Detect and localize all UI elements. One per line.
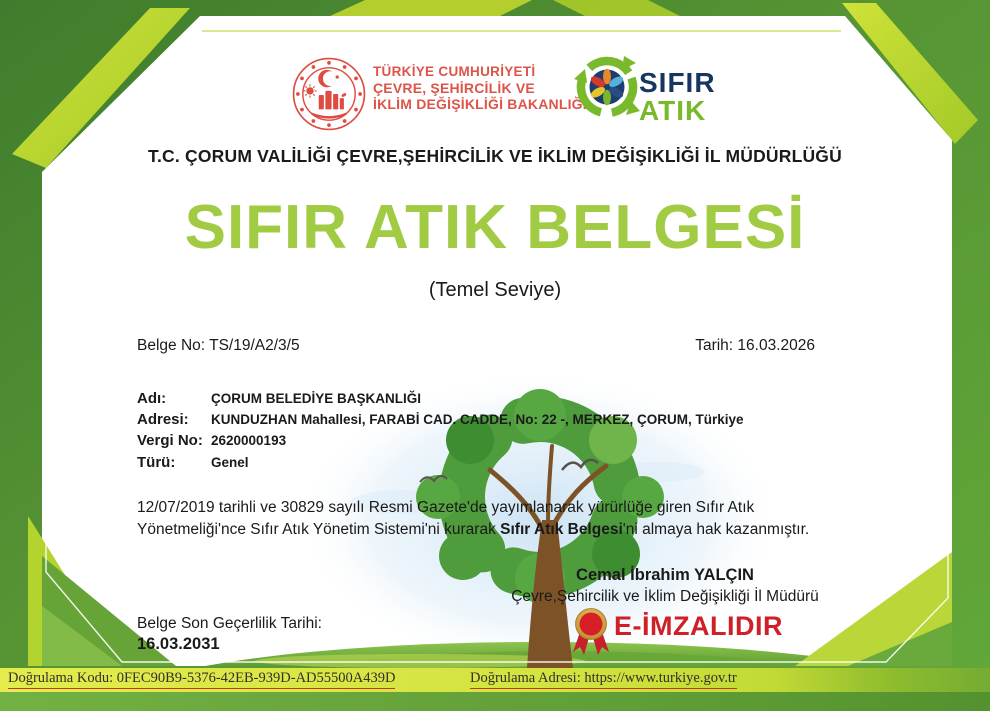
medal-icon	[569, 605, 613, 657]
logo-word-sifir: SIFIR	[639, 67, 716, 98]
statement-line1: 12/07/2019 tarihli ve 30829 sayılı Resmi Gazete'de yayımlanarak yürürlüğe giren Sıfır Atık	[137, 499, 755, 516]
logo-word-atik: ATIK	[639, 95, 707, 126]
certificate-level: (Temel Seviye)	[428, 279, 562, 301]
verification-bar	[0, 668, 990, 692]
verification-code-label: Doğrulama Kodu:	[8, 670, 114, 686]
e-signature-stamp: E-İMZALIDIR	[614, 611, 783, 641]
belge-no-label: Belge No:	[137, 337, 206, 354]
statement-line2-pre: Yönetmeliği'nce Sıfır Atık Yönetim Sistemi'ni kurarak	[137, 520, 501, 538]
verification-code	[8, 670, 395, 689]
detail-value: 2620000193	[211, 433, 287, 449]
signatory-role: Çevre,Şehircilik ve İklim Değişikliği İl Müdürü	[511, 588, 819, 605]
certificate-statement	[137, 497, 907, 540]
statement-line2-bold: Sıfır Atık Belgesi	[500, 520, 623, 538]
statement-line2	[137, 519, 907, 541]
authority-title: T.C. ÇORUM VALİLİĞİ ÇEVRE,ŞEHİRCİLİK VE İKLİM DEĞİŞİKLİĞİ İL MÜDÜRLÜĞÜ	[148, 146, 842, 166]
tarih	[695, 337, 815, 355]
tarih-label: Tarih:	[695, 337, 734, 354]
ministry-line3: İKLİM DEĞİŞİKLİĞİ BAKANLIĞI	[373, 96, 587, 112]
signatory-name: Cemal İbrahim YALÇIN	[576, 566, 754, 584]
detail-row-address	[137, 409, 744, 430]
verification-code-value: 0FEC90B9-5376-42EB-939D-AD55500A439D	[116, 670, 396, 686]
detail-value: ÇORUM BELEDİYE BAŞKANLIĞI	[211, 391, 422, 406]
ministry-emblem-icon	[291, 56, 367, 132]
detail-value: KUNDUZHAN Mahallesi, FARABİ CAD. CADDE, No: 22 -, MERKEZ, ÇORUM, Türkiye	[211, 412, 744, 428]
verification-address-label: Doğrulama Adresi:	[470, 670, 581, 686]
detail-value: Genel	[211, 454, 249, 470]
validity-date: 16.03.2031	[137, 635, 220, 653]
detail-label: Vergi No:	[137, 432, 203, 450]
validity-block	[137, 613, 322, 655]
detail-label: Adresi:	[137, 411, 189, 429]
recipient-details	[137, 388, 744, 473]
sifir-atik-logo-icon	[574, 55, 734, 135]
belge-no-value: TS/19/A2/3/5	[209, 337, 300, 354]
ministry-name	[373, 64, 587, 112]
meta-row	[137, 337, 815, 355]
bottom-green-strip	[0, 692, 990, 711]
statement-line2-post: 'ni almaya hak kazanmıştır.	[622, 520, 810, 538]
ministry-line2: ÇEVRE, ŞEHİRCİLİK VE	[373, 80, 535, 96]
detail-row-name	[137, 388, 744, 409]
detail-label: Türü:	[137, 453, 176, 471]
belge-no	[137, 337, 300, 355]
verification-address-link[interactable]: https://www.turkiye.gov.tr	[584, 670, 737, 686]
verification-address	[470, 670, 737, 689]
detail-label: Adı:	[137, 390, 167, 407]
ministry-line1: TÜRKİYE CUMHURİYETİ	[373, 64, 536, 79]
certificate-title: SIFIR ATIK BELGESİ	[184, 193, 806, 262]
detail-row-type	[137, 452, 744, 473]
tarih-value: 16.03.2026	[737, 337, 815, 354]
validity-label: Belge Son Geçerlilik Tarihi:	[137, 615, 322, 632]
signature-block	[450, 566, 880, 606]
detail-row-tax-no	[137, 430, 744, 451]
